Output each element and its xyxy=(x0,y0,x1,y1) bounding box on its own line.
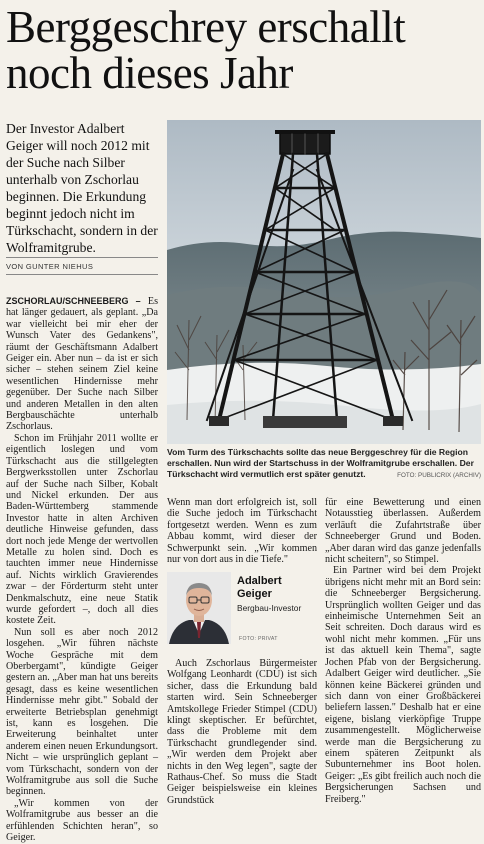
paragraph: Schon im Frühjahr 2011 wollte er eigentlich loslegen und vom Türkschacht aus die stillgelegten Bergwerksstollen unter Zschorlau auf der Suche nach Silber, Kobalt und Nickel erkunden. Der aus Baden-Württemberg stammende Investor hatte in alten Archiven deutliche Hinweise gefunden, dass dort noch jede Menge der wertvollen Metalle zu holen sind. Doch es tauchten immer neue Hindernisse auf. Nichts wirklich Gravierendes zwar – der Förderturm steht unter Denkmalschutz, eine neue Statik wurde gefordert –, doch all dies kostete Zeit. xyxy=(6,432,158,627)
portrait-credit: FOTO: PRIVAT xyxy=(239,636,278,642)
dateline: ZSCHORLAU/SCHNEEBERG – xyxy=(6,296,141,306)
paragraph: für eine Bewetterung und einen Notausstieg überlassen. Außerdem verläuft die Zufahrtstraße über Schneeberger Grund und Boden. „Aber daran wird das ganze jedenfalls nicht scheitern", so Stimpel. xyxy=(325,497,481,566)
headline-line-1: Berggeschrey erschallt xyxy=(6,2,406,52)
photo-caption xyxy=(167,447,481,481)
person-name: Adalbert Geiger xyxy=(237,575,282,600)
person-infobox xyxy=(167,572,317,652)
photo-credit: FOTO: PUBLICRIX (ARCHIV) xyxy=(397,472,481,479)
article-column-3 xyxy=(325,497,481,805)
mine-headframe-photo xyxy=(167,120,481,444)
headline xyxy=(6,4,482,96)
person-role: Bergbau-Investor xyxy=(237,603,302,613)
caption-text: Vom Turm des Türkschachts sollte das neue Berggeschrey für die Region erschallen. Nun wird der Startschuss in der Wolframitgrube erschallen. Der Türkschacht wird vermutlich erst später genutzt. xyxy=(167,447,474,479)
paragraph: Wenn man dort erfolgreich ist, soll die Suche jedoch im Türkschacht fortgesetzt werden. Wenn es zum Abbau kommt, wird dieser der Schwerpunkt sein. „Wir kommen nur von dort aus in die Tiefe." xyxy=(167,497,317,566)
article-column-1 xyxy=(6,296,158,844)
article-column-2 xyxy=(167,497,317,565)
paragraph: Nun soll es aber noch 2012 losgehen. „Wir führen nächste Woche Gespräche mit dem Oberbergamt", kündigte Geiger gestern an. „Aber man hat uns bereits gesagt, dass es keine wesentlichen Hindernisse mehr gibt." Sobald der erweiterte Betriebsplan genehmigt ist, kann es losgehen. Die Erweiterung beinhaltet unter anderem einen neuen Erkundungsort. Nicht – wie ursprünglich geplant – vom Türkschacht, sondern von der Wolframitgrube aus soll die Suche beginnen. xyxy=(6,626,158,798)
lead-paragraph: Der Investor Adalbert Geiger will noch 2012 mit der Suche nach Silber unterhalb von Zschorlau beginnen. Die Erkundung beginnt jedoch nicht im Türkschacht, sondern in der Wolframitgrube. xyxy=(6,121,158,255)
paragraph: Ein Partner wird bei dem Projekt übrigens nicht mehr mit an Bord sein: die Schneeberger Bergsicherung. Ursprünglich wollten Geiger und das einheimische Unternehmen Seit an Seit schreiten. Doch daraus wird es wohl nicht mehr kommen. „Für uns ist das aktuell kein Thema", sagte Jochen Pfab von der Bergsicherung. Adalbert Geiger wird deutlicher. „Sie können keine Bäckerei gründen und sich dann von einer Großbäckerei beliefern lassen." Deshalb hat er eine eigene, bislang vierköpfige Truppe zusammengestellt. Möglicherweise werde man die Bergsicherung zu einem späteren Zeitpunkt als Subunternehmer ins Boot holen. Geiger: „Es gibt freilich auch noch die Bergsicherungen Sachsen und Freiberg." xyxy=(325,565,481,805)
paragraph: Auch Zschorlaus Bürgermeister Wolfgang Leonhardt (CDU) ist sich sicher, dass die Erkundung bald starten wird. Sein Schneeberger Amtskollege Frieder Stimpel (CDU) klingt skeptischer. Er befürchtet, dass die Probleme mit dem Türkschacht grundlegender sind. „Wir werden dem Projekt aber nichts in den Weg legen", sagte der Rathaus-Chef. So muss die Stadt Geiger beispielsweise ein kleines Grundstück xyxy=(167,658,317,806)
article-column-2-continued xyxy=(167,658,317,806)
portrait-photo xyxy=(167,572,231,644)
byline: VON GUNTER NIEHUS xyxy=(6,257,158,275)
paragraph: ZSCHORLAU/SCHNEEBERG – Es hat länger gedauert, als geplant. „Da war vielleicht bei mir eher der Wunsch Vater des Gedankens", räumt der Geschäftsmann Adalbert Geiger ein. Aber nun – da ist er sich sicher – stehen seinem Ziel keine wesentlichen Hindernisse mehr gegenüber. Der Suche nach Silber und anderen Metallen in den alten Bergbauschächte unterhalb Zschorlaus. xyxy=(6,296,158,433)
paragraph: „Wir kommen von der Wolframitgrube aus besser an die erfühlenden Schichten heran", so Geiger. xyxy=(6,797,158,844)
headline-line-2: noch dieses Jahr xyxy=(6,48,293,98)
